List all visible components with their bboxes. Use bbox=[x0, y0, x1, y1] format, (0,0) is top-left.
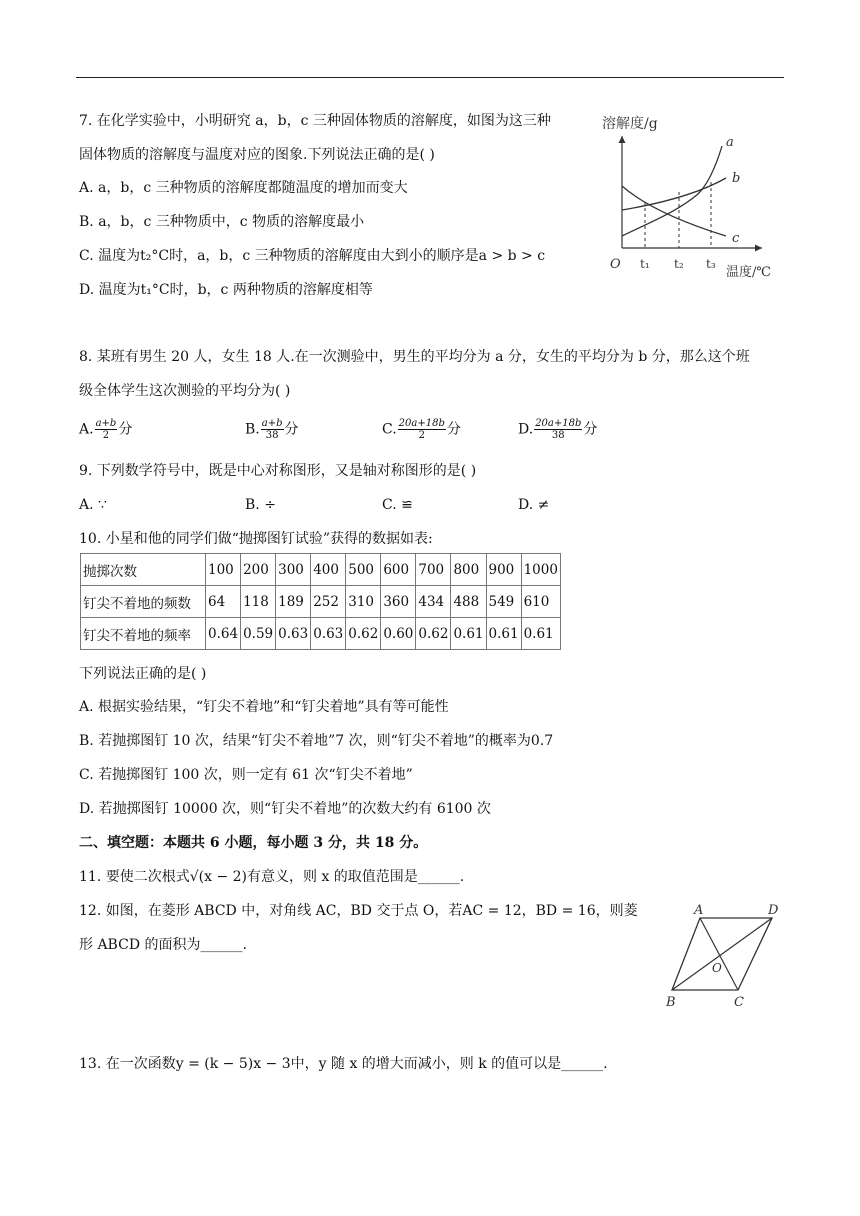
fraction bbox=[261, 418, 284, 441]
origin-label: O bbox=[610, 257, 621, 272]
curve-b bbox=[622, 178, 726, 210]
table-cell: 0.61 bbox=[451, 618, 486, 650]
table-cell: 200 bbox=[241, 554, 276, 586]
table-cell: 1000 bbox=[521, 554, 560, 586]
denominator: 38 bbox=[551, 430, 565, 441]
q12-stem-line2: 形 ABCD 的面积为______. bbox=[79, 937, 247, 953]
option-label: A. bbox=[79, 421, 94, 438]
tick-t3: t₃ bbox=[706, 257, 716, 271]
diagonal-ac bbox=[700, 918, 738, 990]
q9-stem: 9. 下列数学符号中，既是中心对称图形，又是轴对称图形的是( ) bbox=[79, 463, 477, 479]
experiment-table bbox=[80, 553, 561, 650]
numerator: 20a+18b bbox=[535, 418, 582, 429]
q8-stem-line2: 级全体学生这次测验的平均分为( ) bbox=[79, 383, 291, 399]
table-row bbox=[81, 618, 561, 650]
table-cell: 0.64 bbox=[206, 618, 241, 650]
table-row bbox=[81, 586, 561, 618]
y-axis-label: 溶解度/g bbox=[602, 116, 658, 132]
table-cell: 700 bbox=[416, 554, 451, 586]
diagonal-bd bbox=[672, 918, 772, 990]
option-label: B. bbox=[245, 421, 260, 438]
table-cell: 0.59 bbox=[241, 618, 276, 650]
table-cell: 100 bbox=[206, 554, 241, 586]
q11-stem: 11. 要使二次根式√(x − 2)有意义，则 x 的取值范围是______. bbox=[79, 869, 465, 885]
numerator: 20a+18b bbox=[398, 418, 445, 429]
q7-stem-line2: 固体物质的溶解度与温度对应的图象.下列说法正确的是( ) bbox=[79, 147, 435, 163]
table-cell: 252 bbox=[311, 586, 346, 618]
curve-b-label: b bbox=[732, 171, 741, 186]
q7-stem-line1: 7. 在化学实验中，小明研究 a，b，c 三种固体物质的溶解度，如图为这三种 bbox=[79, 113, 551, 129]
center-o-label: O bbox=[712, 961, 722, 975]
q10-option-b: B. 若抛掷图钉 10 次，结果“钉尖不着地”7 次，则“钉尖不着地”的概率为0.7 bbox=[79, 733, 554, 749]
tick-t2: t₂ bbox=[674, 257, 684, 271]
q7-option-b: B. a，b，c 三种物质中，c 物质的溶解度最小 bbox=[79, 214, 365, 230]
curve-a bbox=[622, 146, 722, 236]
row-header: 抛掷次数 bbox=[81, 554, 206, 586]
q7-option-c: C. 温度为t₂°C时，a，b，c 三种物质的溶解度由大到小的顺序是a > b > c bbox=[79, 248, 546, 264]
fraction bbox=[95, 418, 118, 441]
unit: 分 bbox=[583, 421, 598, 438]
row-header: 钉尖不着地的频数 bbox=[81, 586, 206, 618]
numerator: a+b bbox=[95, 418, 117, 429]
table-cell: 118 bbox=[241, 586, 276, 618]
fraction bbox=[398, 418, 446, 441]
table-cell: 64 bbox=[206, 586, 241, 618]
header-rule bbox=[76, 77, 784, 78]
table-cell: 0.60 bbox=[381, 618, 416, 650]
table-cell: 189 bbox=[276, 586, 311, 618]
solubility-graph bbox=[598, 106, 784, 284]
q10-option-d: D. 若抛掷图钉 10000 次，则“钉尖不着地”的次数大约有 6100 次 bbox=[79, 801, 491, 817]
table-cell: 500 bbox=[346, 554, 381, 586]
rhombus-figure bbox=[660, 898, 788, 1014]
q10-stem: 10. 小星和他的同学们做“抛掷图钉试验”获得的数据如表: bbox=[79, 531, 433, 547]
tick-t1: t₁ bbox=[640, 257, 650, 271]
table-cell: 800 bbox=[451, 554, 486, 586]
table-cell: 400 bbox=[311, 554, 346, 586]
table-cell: 0.61 bbox=[521, 618, 560, 650]
unit: 分 bbox=[118, 421, 133, 438]
table-cell: 0.63 bbox=[311, 618, 346, 650]
q8-option-a bbox=[79, 418, 132, 441]
table-cell: 900 bbox=[486, 554, 521, 586]
table-cell: 0.62 bbox=[346, 618, 381, 650]
vertex-d-label: D bbox=[768, 903, 779, 918]
q9-option-c: C. ≌ bbox=[382, 497, 413, 513]
fraction bbox=[534, 418, 582, 441]
unit: 分 bbox=[284, 421, 299, 438]
table-cell: 360 bbox=[381, 586, 416, 618]
table-cell: 0.61 bbox=[486, 618, 521, 650]
option-label: C. bbox=[382, 421, 397, 438]
numerator: a+b bbox=[261, 418, 283, 429]
q9-option-b: B. ÷ bbox=[245, 497, 276, 513]
curve-c-label: c bbox=[732, 231, 740, 246]
table-cell: 610 bbox=[521, 586, 560, 618]
row-header: 钉尖不着地的频率 bbox=[81, 618, 206, 650]
table-cell: 310 bbox=[346, 586, 381, 618]
table-cell: 549 bbox=[486, 586, 521, 618]
q8-option-b bbox=[245, 418, 299, 441]
section-heading: 二、填空题：本题共 6 小题，每小题 3 分，共 18 分。 bbox=[79, 835, 428, 851]
table-row bbox=[81, 554, 561, 586]
q8-stem-line1: 8. 某班有男生 20 人，女生 18 人.在一次测验中，男生的平均分为 a 分，女生的平均分为 b 分，那么这个班 bbox=[79, 349, 750, 365]
vertex-b-label: B bbox=[666, 995, 676, 1010]
table-cell: 0.62 bbox=[416, 618, 451, 650]
q12-stem-line1: 12. 如图，在菱形 ABCD 中，对角线 AC，BD 交于点 O，若AC = 12，BD = 16，则菱 bbox=[79, 903, 638, 919]
q7-option-d: D. 温度为t₁°C时，b，c 两种物质的溶解度相等 bbox=[79, 282, 373, 298]
q7-option-a: A. a，b，c 三种物质的溶解度都随温度的增加而变大 bbox=[79, 180, 408, 196]
x-axis-label: 温度/℃ bbox=[726, 265, 771, 280]
denominator: 38 bbox=[265, 430, 279, 441]
table-cell: 434 bbox=[416, 586, 451, 618]
q9-option-a: A. ∵ bbox=[79, 497, 107, 513]
unit: 分 bbox=[446, 421, 461, 438]
denominator: 2 bbox=[102, 430, 110, 441]
denominator: 2 bbox=[418, 430, 425, 441]
q9-option-d: D. ≠ bbox=[518, 497, 550, 513]
q8-option-c bbox=[382, 418, 461, 441]
q10-option-a: A. 根据实验结果，“钉尖不着地”和“钉尖着地”具有等可能性 bbox=[79, 699, 449, 715]
q10-option-c: C. 若抛掷图钉 100 次，则一定有 61 次“钉尖不着地” bbox=[79, 767, 413, 783]
q13-stem: 13. 在一次函数y = (k − 5)x − 3中，y 随 x 的增大而减小，则 k 的值可以是______. bbox=[79, 1056, 608, 1072]
vertex-a-label: A bbox=[694, 903, 704, 918]
table-cell: 0.63 bbox=[276, 618, 311, 650]
table-cell: 300 bbox=[276, 554, 311, 586]
q8-option-d bbox=[518, 418, 597, 441]
table-cell: 488 bbox=[451, 586, 486, 618]
option-label: D. bbox=[518, 421, 534, 438]
q10-prompt: 下列说法正确的是( ) bbox=[79, 666, 207, 682]
table-cell: 600 bbox=[381, 554, 416, 586]
curve-a-label: a bbox=[726, 135, 734, 150]
vertex-c-label: C bbox=[734, 995, 744, 1010]
